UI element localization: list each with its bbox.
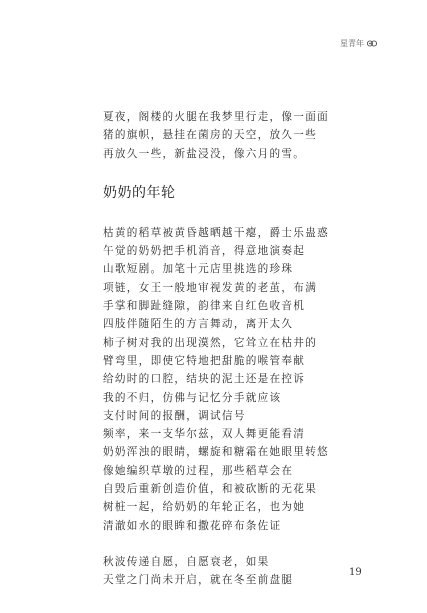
stanza-break [103,535,393,553]
poem-line: 像她编织草墩的过程，那些稻草会在 [103,464,294,477]
poem-line: 手掌和脚趾缝隙，韵律来自红色收音机 [103,300,306,313]
magazine-name: 星青年 [340,39,364,48]
poem-line: 奶奶浑浊的眼睛，螺旋和糖霜在她眼里转悠 [103,446,329,459]
poem-line: 自毁后重新创造价值，和被砍断的无花果 [103,483,318,496]
poem-line: 午觉的奶奶把手机消音，得意地演奏起 [103,245,306,258]
previous-poem-stanza [103,108,393,163]
mark-icon [367,40,377,47]
poem-line: 猪的旗帜，悬挂在菌房的天空，放久一些 [103,129,318,142]
poem-title: 奶奶的年轮 [103,184,176,201]
page-body [103,108,393,590]
poem-line: 树桩一起，给奶奶的年轮正名，也为她 [103,501,306,514]
poem-line: 臂弯里，即使它特地把甜脆的喉管奉献 [103,354,306,367]
poem-line: 天堂之门尚未开启，就在冬至前盘腿 [103,574,294,587]
poem-line: 四肢伴随陌生的方言舞动，离开太久 [103,318,294,331]
page-number: 19 [349,567,362,578]
poem-line: 我的不归，仿佛与记忆分手就应该 [103,391,282,404]
poem-line: 夏夜，阁楼的火腿在我梦里行走，像一面面 [103,111,329,123]
poem-line: 项链，女王一般地审视发黄的老茧，布满 [103,281,318,294]
poem-line: 山歌短剧。加笔十元店里挑选的珍珠 [103,263,294,276]
poem-line: 再放久一些，新盐浸没，像六月的雪。 [103,147,306,160]
poem-line: 枯黄的稻草被黄昏越晒越干瘪，爵士乐蛊惑 [103,226,329,239]
poem-line: 频率，来一支华尔兹，双人舞更能看清 [103,428,306,441]
poem-line: 清澈如水的眼眸和撒花碎布条佐证 [103,519,282,532]
poem-line: 给幼时的口腔，结块的泥土还是在控诉 [103,373,306,386]
running-header [340,38,377,49]
poem-stanza-1 [103,224,393,535]
poem-line: 柿子树对我的出现漠然，它耸立在枯井的 [103,336,318,349]
poem-line: 支付时间的报酬，调试信号 [103,409,246,422]
poem-line: 秋波传递自愿，自愿衰老，如果 [103,555,270,568]
